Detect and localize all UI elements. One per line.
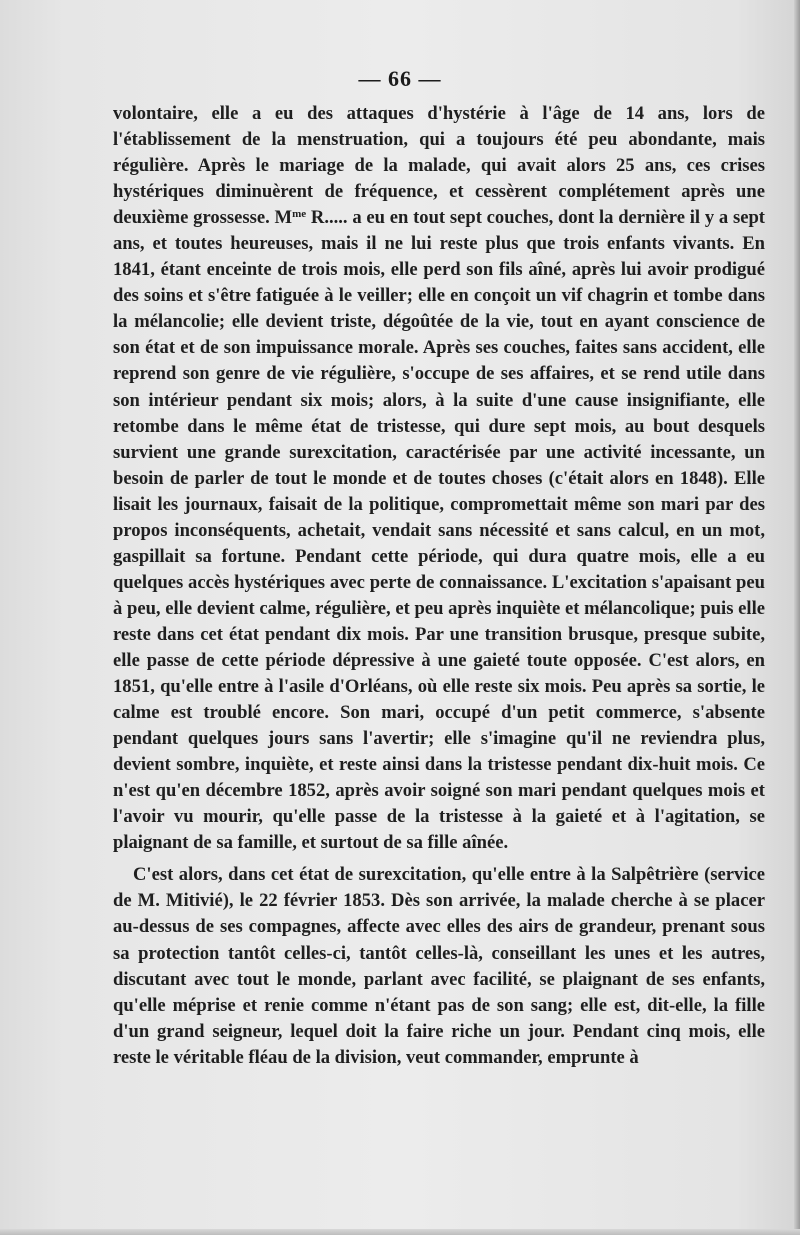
abbrev-superscript: me (292, 208, 307, 221)
page-number: — 66 — (358, 66, 442, 91)
body-text (113, 101, 765, 1071)
page-bottom-edge (0, 1229, 800, 1235)
paragraph-2: C'est alors, dans cet état de surexcitation, qu'elle entre à la Salpêtrière (service de M. Mitivié), le 22 février 1853. Dès son arrivée, la malade cherche à se placer au-dessus de ses compagnes, affecte avec elles des airs de grandeur, prenant sous sa protection tantôt celles-ci, tantôt celles-là, conseillant les unes et les autres, discutant avec tout le monde, parlant avec facilité, se plaignant de ses enfants, qu'elle méprise et renie comme n'étant pas de son sang; elle est, dit-elle, la fille d'un grand seigneur, lequel doit la faire riche un jour. Pendant cinq mois, elle reste le véritable fléau de la division, veut commander, emprunte à (113, 864, 765, 1068)
paragraph-1 (113, 101, 765, 856)
paragraph-1-text-b: R..... a eu en tout sept couches, dont la dernière il y a sept ans, et toutes heureuses, mais il ne lui reste plus que trois enfants vivants. En 1841, étant enceinte de trois mois, elle perd son fils aîné, après lui avoir prodigué des soins et s'être fatiguée à le veiller; elle en conçoit un vif chagrin et tombe dans la mélancolie; elle devient triste, dégoûtée de la vie, tout en ayant conscience de son état et de son impuissance morale. Après ses couches, faites sans accident, elle reprend son genre de vie régulière, s'occupe de ses affaires, et se rend utile dans son intérieur pendant six mois; alors, à la suite d'une cause insignifiante, elle retombe dans le même état de tristesse, qui dure sept mois, au bout desquels survient une grande surexcitation, caractérisée par une activité incessante, un besoin de parler de tout le monde et de toutes choses (c'était alors en 1848). Elle lisait les journaux, faisait de la politique, compromettait même son mari par des propos inconséquents, achetait, vendait sans nécessité et sans calcul, en un mot, gaspillait sa fortune. Pendant cette période, qui dura quatre mois, elle a eu quelques accès hystériques avec perte de connaissance. L'excitation s'apaisant peu à peu, elle devient calme, régulière, et peu après inquiète et mélancolique; puis elle reste dans cet état pendant dix mois. Par une transition brusque, presque subite, elle passe de cette période dépressive à une gaieté toute opposée. C'est alors, en 1851, qu'elle entre à l'asile d'Orléans, où elle reste six mois. Peu après sa sortie, le calme est troublé encore. Son mari, occupé d'un petit commerce, s'absente pendant quelques jours sans l'avertir; elle s'imagine qu'il ne reviendra plus, devient sombre, inquiète, et reste ainsi dans la tristesse pendant dix-huit mois. Ce n'est qu'en décembre 1852, après avoir soigné son mari pendant quelques mois et l'avoir vu mourir, qu'elle passe de la tristesse à la gaieté et à l'agitation, se plaignant de sa famille, et surtout de sa fille aînée. (113, 207, 765, 854)
paragraph-1-text-a: volontaire, elle a eu des attaques d'hystérie à l'âge de 14 ans, lors de l'établissement de la menstruation, qui a toujours été peu abondante, mais régulière. Après le mariage de la malade, qui avait alors 25 ans, ces crises hystériques diminuèrent de fréquence, et cessèrent complétement après une deuxième grossesse. M (113, 103, 765, 229)
page-edge-shadow (794, 0, 800, 1235)
